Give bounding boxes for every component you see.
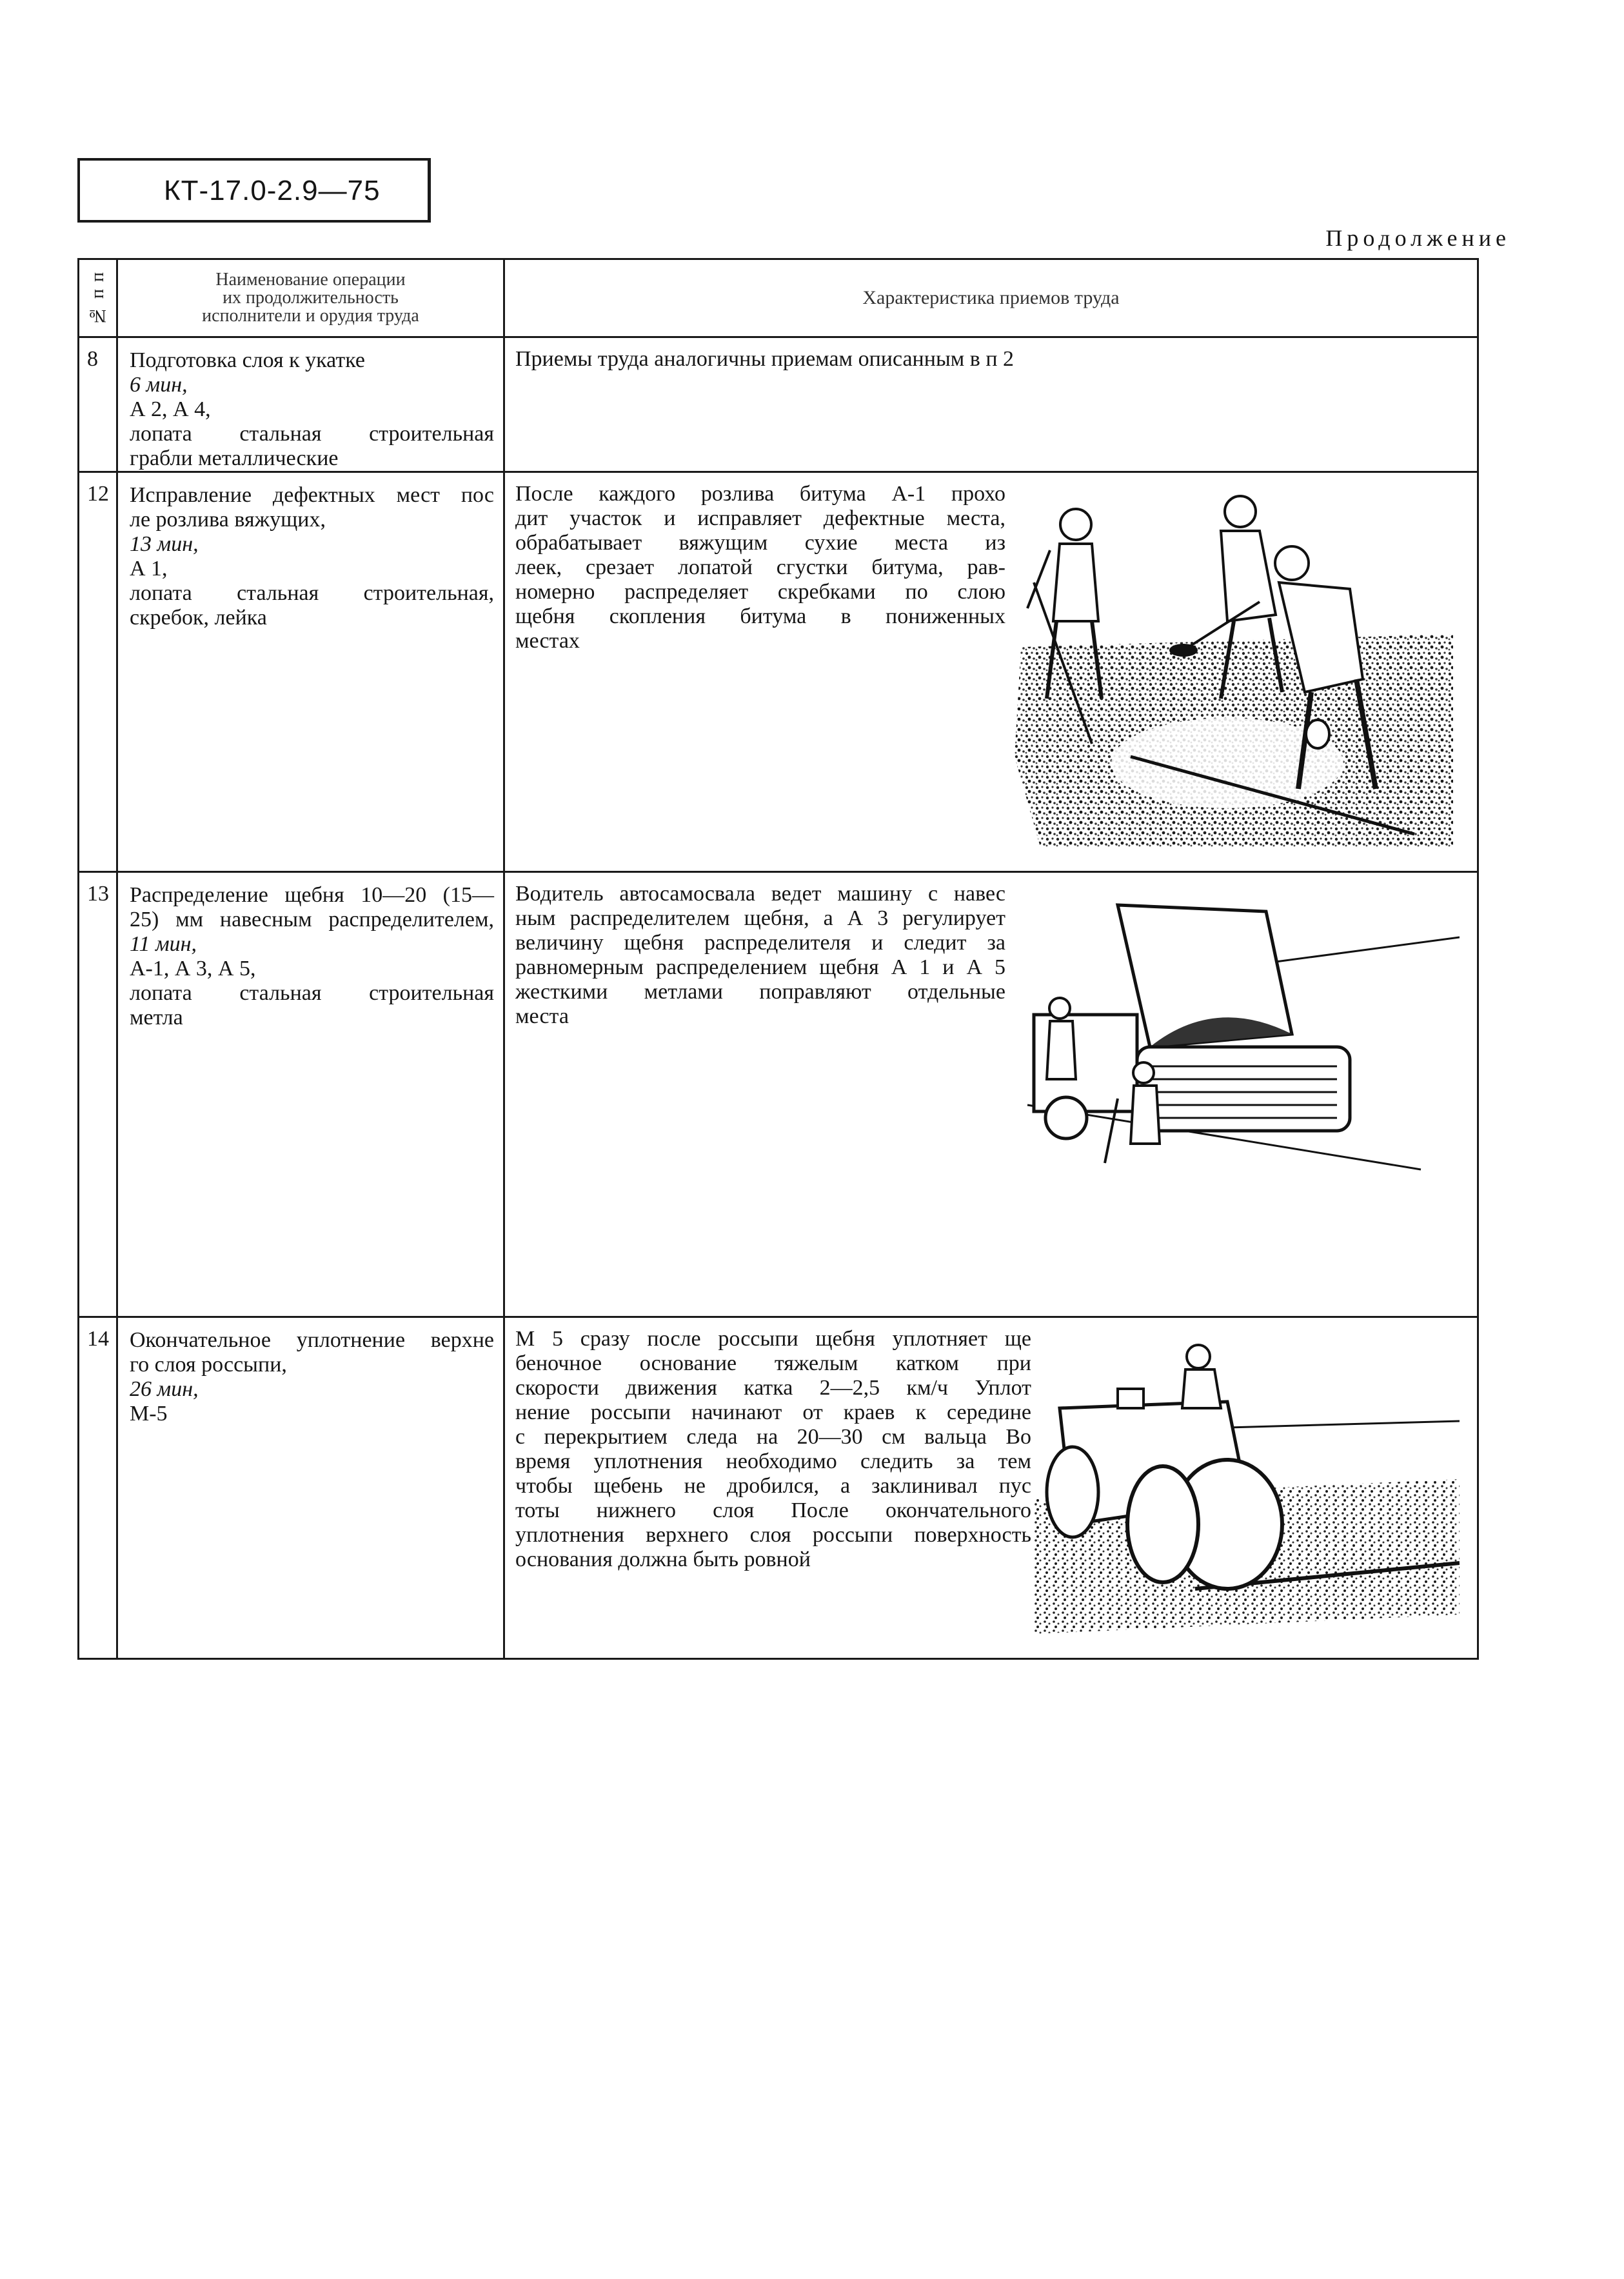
operation-cell <box>117 872 504 1317</box>
operation-line: 6 мин, <box>130 373 188 397</box>
operation-line: А 1, <box>130 557 168 581</box>
description-line: жесткими метлами поправляют отдельные <box>515 980 1005 1004</box>
operation-line: А-1, А 3, А 5, <box>130 957 256 980</box>
operation-line: лопата стальная строительная <box>130 981 494 1005</box>
operation-cell <box>117 337 504 472</box>
table-header-row <box>79 259 1478 337</box>
operation-line: лопата стальная строительная <box>130 422 494 446</box>
description-line: равномерным распределением щебня А 1 и А 5 <box>515 955 1005 979</box>
operation-line: Окончательное уплотнение верхне <box>130 1328 494 1352</box>
description-line: беночное основание тяжелым катком при <box>515 1351 1031 1375</box>
row-number: 12 <box>79 472 117 872</box>
description-line: номерно распределяет скребками по слою <box>515 580 1005 604</box>
row-number: 8 <box>79 337 117 472</box>
workers-raking-gravel-illustration <box>1015 486 1453 860</box>
road-roller-illustration <box>1034 1331 1460 1640</box>
operation-line: 11 мин, <box>130 932 197 956</box>
description-cell <box>504 872 1478 1317</box>
description-cell <box>504 337 1478 472</box>
description-line: с перекрытием следа на 20—30 см вальца Во <box>515 1425 1031 1449</box>
description-line: дит участок и исправляет дефектные места, <box>515 506 1005 530</box>
operation-line: 26 мин, <box>130 1377 199 1401</box>
header-operation-line: их продолжительность <box>223 288 399 308</box>
table-row <box>79 337 1478 472</box>
operation-line: грабли металлические <box>130 446 339 470</box>
operation-line: метла <box>130 1006 183 1030</box>
description-line: местах <box>515 629 580 653</box>
description-line: щебня скопления битума в пониженных <box>515 604 1005 628</box>
description-line: М 5 сразу после россыпи щебня уплотняет ще <box>515 1327 1031 1351</box>
document-code: КТ-17.0-2.9—75 <box>164 175 381 206</box>
operation-line: М-5 <box>130 1402 168 1426</box>
description-line: уплотнения верхнего слоя россыпи поверхность <box>515 1523 1031 1547</box>
table-row <box>79 472 1478 872</box>
dump-truck-spreader-illustration <box>1021 886 1460 1182</box>
description-cell <box>504 1317 1478 1659</box>
description-line: тоты нижнего слоя После окончательного <box>515 1498 1031 1522</box>
operation-line: А 2, А 4, <box>130 397 211 421</box>
header-description: Характеристика приемов труда <box>504 259 1478 337</box>
continuation-label: Продолжение <box>1325 225 1510 251</box>
operation-line: лопата стальная строительная, <box>130 581 494 605</box>
operation-line: ле розлива вяжущих, <box>130 508 326 532</box>
description-line: основания должна быть ровной <box>515 1548 811 1571</box>
description-line: чтобы щебень не дробился, а заклинивал пус <box>515 1474 1031 1498</box>
description-line: ным распределителем щебня, а А 3 регулирует <box>515 906 1005 930</box>
description-line: После каждого розлива битума А-1 прохо <box>515 482 1005 506</box>
operation-line: Подготовка слоя к укатке <box>130 348 365 372</box>
operation-cell <box>117 1317 504 1659</box>
description-line: время уплотнения необходимо следить за тем <box>515 1449 1031 1473</box>
description-line: Приемы труда аналогичны приемам описанным в п 2 <box>515 347 1015 371</box>
table-row <box>79 1317 1478 1659</box>
description-line: места <box>515 1004 569 1028</box>
header-operation <box>117 259 504 337</box>
description-cell <box>504 472 1478 872</box>
operation-line: Исправление дефектных мест пос <box>130 483 494 507</box>
operation-line: 25) мм навесным распределителем, <box>130 908 494 931</box>
description-line: Водитель автосамосвала ведет машину с навес <box>515 882 1005 906</box>
description-line: нение россыпи начинают от краев к середине <box>515 1400 1031 1424</box>
operation-line: 13 мин, <box>130 532 199 556</box>
header-number: № п п <box>79 259 117 337</box>
description-line: величину щебня распределителя и следит за <box>515 931 1005 955</box>
table-row <box>79 872 1478 1317</box>
header-operation-line: Наименование операции <box>215 270 406 290</box>
row-number: 13 <box>79 872 117 1317</box>
document-code-box <box>77 158 431 223</box>
operation-line: го слоя россыпи, <box>130 1353 287 1377</box>
operation-line: Распределение щебня 10—20 (15— <box>130 883 494 907</box>
description-line: скорости движения катка 2—2,5 км/ч Уплот <box>515 1376 1031 1400</box>
row-number: 14 <box>79 1317 117 1659</box>
description-line: обрабатывает вяжущим сухие места из <box>515 531 1005 555</box>
operation-line: скребок, лейка <box>130 606 267 630</box>
labor-operations-table <box>77 258 1479 1660</box>
description-line: леек, срезает лопатой сгустки битума, рав- <box>515 555 1005 579</box>
header-operation-line: исполнители и орудия труда <box>202 306 419 326</box>
operation-cell <box>117 472 504 872</box>
